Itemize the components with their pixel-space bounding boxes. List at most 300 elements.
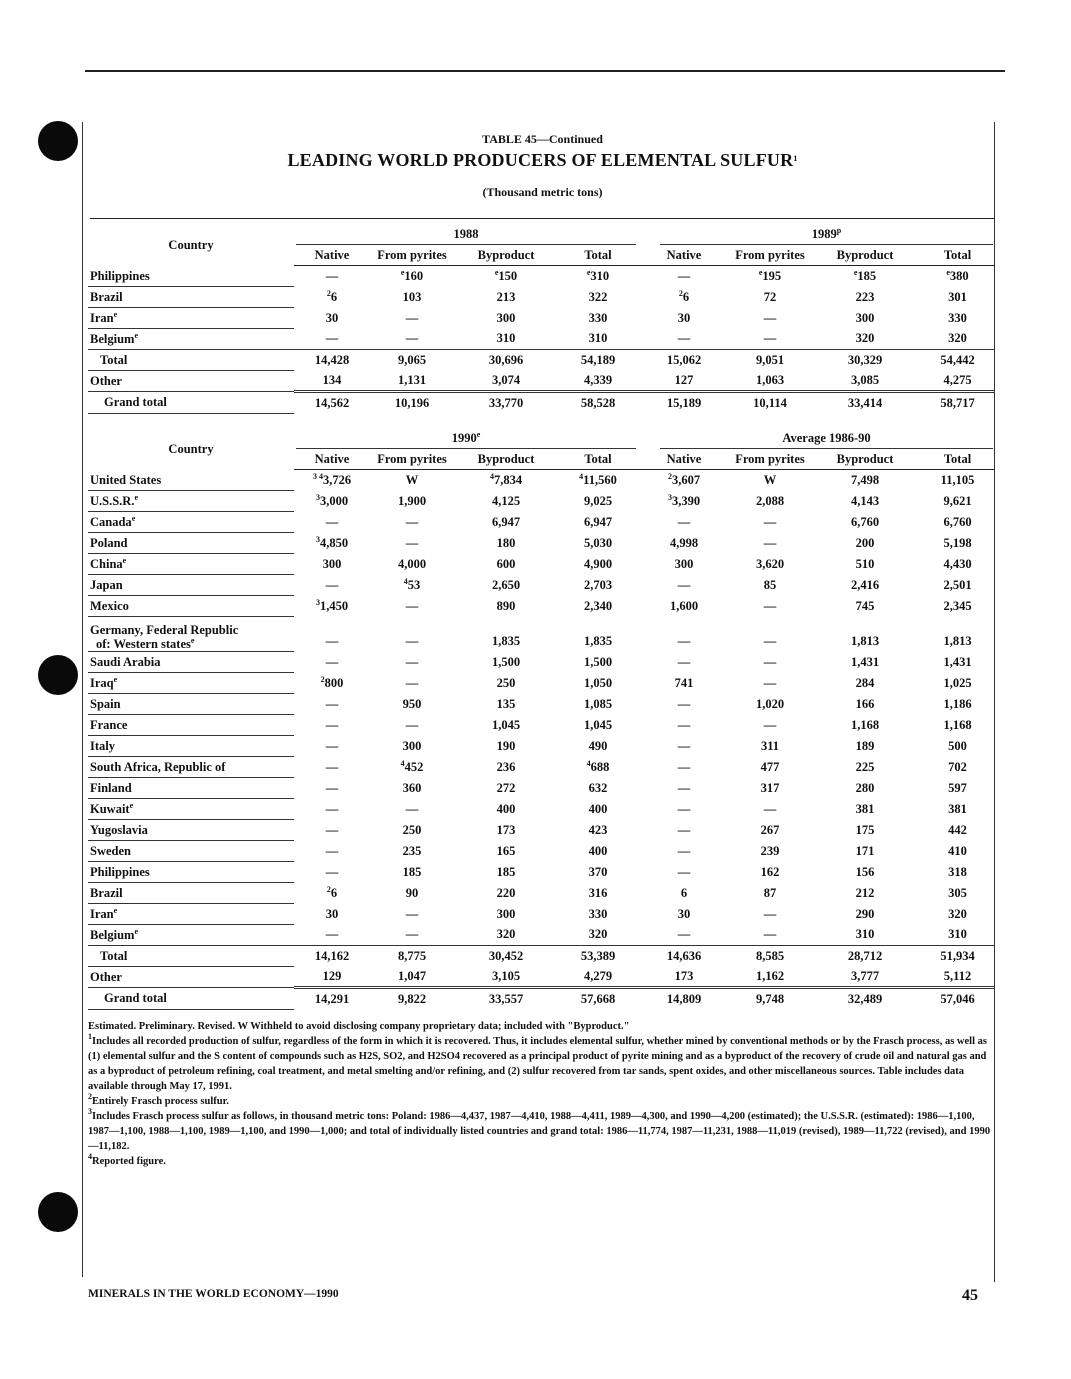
table-cell: 212 bbox=[855, 885, 875, 900]
table-cell: — bbox=[677, 927, 691, 942]
table-cell: 6,760 bbox=[943, 514, 972, 529]
table-cell: — bbox=[677, 801, 691, 816]
table-cell: — bbox=[763, 675, 777, 690]
table-cell: 173 bbox=[674, 969, 694, 983]
table-cell: 85 bbox=[763, 577, 777, 592]
table-row bbox=[88, 349, 995, 370]
table-row bbox=[88, 286, 995, 307]
table-cell: 6 bbox=[680, 885, 688, 900]
country-name: Iraq$^e$ bbox=[88, 672, 294, 693]
table-cell: 58,528 bbox=[558, 392, 638, 414]
table-cell: W bbox=[405, 473, 419, 487]
country-name: U.S.S.R.$^e$ bbox=[88, 490, 294, 511]
table-cell: 175 bbox=[855, 822, 875, 837]
table-cell: $^3$4,850 bbox=[315, 534, 349, 550]
table-cell: 162 bbox=[760, 864, 780, 879]
table-cell: $^e$310 bbox=[586, 268, 610, 283]
table-row bbox=[88, 966, 995, 988]
table-row bbox=[88, 840, 995, 861]
table-cell: — bbox=[677, 514, 691, 529]
table-cell: 30 bbox=[325, 906, 339, 921]
table-cell: 10,114 bbox=[730, 392, 810, 414]
table-cell: — bbox=[763, 654, 777, 669]
table-cell: — bbox=[325, 331, 339, 346]
table-row bbox=[88, 470, 995, 491]
country-name: Kuwait$^e$ bbox=[88, 798, 294, 819]
binder-hole-top bbox=[38, 121, 78, 161]
table-cell: $^2$6 bbox=[678, 288, 690, 304]
table-cell: 190 bbox=[496, 738, 516, 753]
table-row bbox=[88, 328, 995, 349]
country-name: Mexico bbox=[88, 595, 294, 616]
table-cell: 1,600 bbox=[669, 598, 699, 613]
column-header-total: Total bbox=[558, 449, 638, 470]
table-part-1990-average bbox=[88, 428, 995, 1010]
table-cell: 5,198 bbox=[943, 535, 972, 550]
table-cell: 510 bbox=[855, 556, 875, 571]
binder-hole-bottom bbox=[38, 1192, 78, 1232]
table-cell: 1,047 bbox=[397, 969, 427, 983]
table-cell: 310 bbox=[496, 331, 516, 346]
table-cell: 442 bbox=[948, 822, 967, 837]
table-cell: 310 bbox=[948, 927, 967, 942]
table-cell: 213 bbox=[496, 289, 516, 304]
table-title: LEADING WORLD PRODUCERS OF ELEMENTAL SULFUR$^1$ bbox=[287, 150, 798, 170]
table-cell: 10,196 bbox=[370, 392, 454, 414]
table-row bbox=[88, 307, 995, 328]
table-cell: $^4$53 bbox=[403, 576, 421, 592]
table-cell: — bbox=[325, 514, 339, 529]
country-name: Finland bbox=[88, 777, 294, 798]
table-cell: 300 bbox=[674, 556, 694, 571]
table-cell: — bbox=[677, 634, 691, 648]
table-row bbox=[88, 595, 995, 616]
table-row bbox=[88, 370, 995, 392]
table-cell: $^2$800 bbox=[320, 674, 344, 690]
table-cell: — bbox=[405, 654, 419, 669]
table-cell: 14,162 bbox=[294, 945, 370, 966]
table-cell: 1,162 bbox=[755, 969, 785, 983]
footnotes bbox=[88, 1019, 993, 1169]
table-row bbox=[88, 693, 995, 714]
country-name: Iran$^e$ bbox=[88, 903, 294, 924]
table-cell: 4,275 bbox=[943, 373, 972, 387]
table-cell: 30 bbox=[677, 310, 691, 325]
table-cell: 15,189 bbox=[638, 392, 730, 414]
table-row bbox=[88, 756, 995, 777]
table-cell: — bbox=[763, 717, 777, 732]
table-cell: — bbox=[677, 843, 691, 858]
table-cell: 267 bbox=[760, 822, 780, 837]
table-cell: — bbox=[677, 738, 691, 753]
table-cell: 310 bbox=[588, 331, 608, 346]
table-cell: 300 bbox=[855, 310, 875, 325]
table-cell: — bbox=[677, 780, 691, 795]
table-cell: 236 bbox=[496, 759, 516, 774]
country-name: Philippines bbox=[88, 266, 294, 287]
table-cell: 200 bbox=[855, 535, 875, 550]
table-cell: 745 bbox=[855, 598, 875, 613]
table-cell: 57,668 bbox=[558, 988, 638, 1010]
table-cell: $^3$1,450 bbox=[315, 597, 349, 613]
column-header-from-pyrites: From pyrites bbox=[730, 449, 810, 470]
country-name: Poland bbox=[88, 532, 294, 553]
table-cell: 305 bbox=[948, 885, 967, 900]
table-cell: 3,074 bbox=[491, 373, 521, 387]
table-cell: 1,063 bbox=[755, 373, 785, 387]
table-row bbox=[88, 714, 995, 735]
table-cell: — bbox=[325, 822, 339, 837]
table-cell: — bbox=[325, 269, 339, 283]
table-cell: 4,339 bbox=[583, 373, 613, 387]
table-cell: — bbox=[325, 759, 339, 774]
table-cell: 11,105 bbox=[940, 473, 975, 487]
table-cell: 310 bbox=[855, 927, 875, 942]
country-name: Italy bbox=[88, 735, 294, 756]
table-cell: 1,500 bbox=[491, 654, 521, 669]
table-cell: $^e$150 bbox=[494, 268, 518, 283]
table-cell: 239 bbox=[760, 843, 780, 858]
table-cell: 950 bbox=[402, 696, 422, 711]
table-cell: 2,501 bbox=[943, 577, 972, 592]
table-row bbox=[88, 945, 995, 966]
table-cell: $^e$185 bbox=[853, 268, 877, 283]
country-name: South Africa, Republic of bbox=[88, 756, 294, 777]
page-top-rule bbox=[85, 70, 1005, 72]
table-cell: 30 bbox=[677, 906, 691, 921]
table-cell: 741 bbox=[674, 675, 694, 690]
table-cell: — bbox=[763, 310, 777, 325]
table-cell: 1,431 bbox=[850, 654, 880, 669]
table-cell: — bbox=[763, 514, 777, 529]
column-header-from-pyrites: From pyrites bbox=[370, 245, 454, 266]
table-cell: 6,760 bbox=[850, 514, 880, 529]
table-cell: $^3$3,000 bbox=[315, 492, 349, 508]
country-name-line-2: of: Western states$^e$ bbox=[96, 635, 195, 651]
column-header-byproduct: Byproduct bbox=[454, 449, 558, 470]
country-name: Brazil bbox=[88, 882, 294, 903]
table-cell: 14,562 bbox=[294, 392, 370, 414]
country-name: Brazil bbox=[88, 286, 294, 307]
table-cell: — bbox=[405, 331, 419, 346]
table-cell: 1,020 bbox=[755, 696, 785, 711]
table-cell: 33,770 bbox=[454, 392, 558, 414]
table-cell: 156 bbox=[855, 864, 875, 879]
table-cell: — bbox=[763, 906, 777, 921]
table-cell: $^e$195 bbox=[758, 268, 782, 283]
table-cell: 890 bbox=[496, 598, 516, 613]
table-row bbox=[88, 988, 995, 1010]
table-cell: 1,085 bbox=[583, 696, 613, 711]
table-cell: 1,835 bbox=[583, 634, 613, 648]
country-name: Yugoslavia bbox=[88, 819, 294, 840]
table-cell: $^3$3,390 bbox=[667, 492, 701, 508]
year-header-average: Average 1986-90 bbox=[638, 428, 995, 449]
table-cell: — bbox=[405, 535, 419, 550]
table-cell: — bbox=[325, 717, 339, 732]
table-cell: — bbox=[325, 577, 339, 592]
table-cell: 4,000 bbox=[397, 556, 427, 571]
table-cell: — bbox=[325, 780, 339, 795]
country-name bbox=[88, 616, 294, 651]
publication-footer: MINERALS IN THE WORLD ECONOMY—1990 bbox=[88, 1288, 339, 1300]
table-cell: 15,062 bbox=[638, 349, 730, 370]
table-cell: 14,428 bbox=[294, 349, 370, 370]
table-cell: — bbox=[677, 759, 691, 774]
table-cell: — bbox=[677, 696, 691, 711]
country-name: Canada$^e$ bbox=[88, 511, 294, 532]
table-row bbox=[88, 490, 995, 511]
table-cell: $^4$11,560 bbox=[579, 472, 617, 487]
table-cell: — bbox=[677, 331, 691, 346]
table-row bbox=[88, 777, 995, 798]
table-row bbox=[88, 266, 995, 287]
table-cell: 250 bbox=[402, 822, 422, 837]
table-cell: 4,998 bbox=[669, 535, 699, 550]
table-cell: — bbox=[405, 801, 419, 816]
table-row bbox=[88, 882, 995, 903]
table-part-1988-1989 bbox=[88, 224, 995, 414]
table-cell: 320 bbox=[496, 927, 516, 942]
table-cell: 30,452 bbox=[454, 945, 558, 966]
table-cell: 58,717 bbox=[920, 392, 995, 414]
table-cell: — bbox=[325, 864, 339, 879]
table-cell: 300 bbox=[402, 738, 422, 753]
table-cell: — bbox=[677, 717, 691, 732]
column-header-byproduct: Byproduct bbox=[810, 449, 920, 470]
table-cell: 300 bbox=[496, 310, 516, 325]
table-cell: — bbox=[763, 927, 777, 942]
table-cell: — bbox=[763, 801, 777, 816]
table-cell: — bbox=[325, 634, 339, 648]
table-cell: 6,947 bbox=[583, 514, 613, 529]
table-cell: 702 bbox=[948, 759, 967, 774]
table-cell: 14,636 bbox=[638, 945, 730, 966]
table-cell: 103 bbox=[402, 289, 422, 304]
table-cell: 54,442 bbox=[920, 349, 995, 370]
table-cell: 322 bbox=[588, 289, 608, 304]
table-cell: $^2$3,607 bbox=[667, 472, 701, 487]
table-row bbox=[88, 392, 995, 414]
table-cell: — bbox=[405, 906, 419, 921]
table-cell: 477 bbox=[760, 759, 780, 774]
table-cell: 1,835 bbox=[491, 634, 521, 648]
country-name: Spain bbox=[88, 693, 294, 714]
table-cell: 189 bbox=[855, 738, 875, 753]
table-row bbox=[88, 903, 995, 924]
table-cell: — bbox=[405, 634, 419, 648]
column-header-byproduct: Byproduct bbox=[810, 245, 920, 266]
table-cell: 4,279 bbox=[583, 969, 613, 983]
table-cell: 9,065 bbox=[370, 349, 454, 370]
table-cell: 370 bbox=[588, 864, 608, 879]
table-cell: 30 bbox=[325, 310, 339, 325]
table-cell: — bbox=[405, 717, 419, 732]
table-cell: 2,416 bbox=[850, 577, 880, 592]
table-cell: 135 bbox=[496, 696, 516, 711]
table-cell: 2,340 bbox=[583, 598, 613, 613]
country-name: Sweden bbox=[88, 840, 294, 861]
table-cell: $^4$688 bbox=[586, 758, 610, 774]
table-row bbox=[88, 861, 995, 882]
table-cell: — bbox=[325, 654, 339, 669]
table-row bbox=[88, 924, 995, 945]
table-cell: 280 bbox=[855, 780, 875, 795]
table-cell: 1,168 bbox=[850, 717, 880, 732]
table-cell: 1,900 bbox=[397, 493, 427, 508]
table-cell: 400 bbox=[588, 801, 608, 816]
table-cell: $^2$6 bbox=[326, 884, 338, 900]
table-cell: 3,620 bbox=[755, 556, 785, 571]
table-cell: 1,025 bbox=[943, 675, 972, 690]
table-cell: 320 bbox=[948, 331, 967, 346]
table-cell: 134 bbox=[322, 373, 342, 387]
table-cell: 87 bbox=[763, 885, 777, 900]
table-cell: 330 bbox=[588, 310, 608, 325]
table-cell: 300 bbox=[322, 556, 342, 571]
table-cell: 410 bbox=[948, 843, 967, 858]
table-top-rule bbox=[90, 218, 995, 219]
table-row bbox=[88, 672, 995, 693]
table-cell: 165 bbox=[496, 843, 516, 858]
country-header: Country bbox=[168, 441, 214, 456]
country-name-line-1: Germany, Federal Republic bbox=[90, 622, 239, 637]
table-cell: 223 bbox=[855, 289, 875, 304]
country-name: Philippines bbox=[88, 861, 294, 882]
table-cell: 51,934 bbox=[920, 945, 995, 966]
table-cell: 2,345 bbox=[943, 598, 972, 613]
table-cell: 166 bbox=[855, 696, 875, 711]
table-cell: 171 bbox=[855, 843, 875, 858]
year-header-1988: 1988 bbox=[294, 224, 638, 245]
country-name: Grand total bbox=[88, 392, 294, 414]
table-cell: 318 bbox=[948, 864, 967, 879]
table-cell: 400 bbox=[496, 801, 516, 816]
table-cell: 317 bbox=[760, 780, 780, 795]
table-cell: $^e$380 bbox=[946, 268, 969, 283]
table-cell: 4,125 bbox=[491, 493, 521, 508]
left-margin-line bbox=[82, 122, 83, 1277]
table-cell: — bbox=[405, 310, 419, 325]
table-cell: 1,186 bbox=[943, 696, 972, 711]
table-cell: 220 bbox=[496, 885, 516, 900]
table-cell: 9,025 bbox=[583, 493, 613, 508]
table-cell: 14,291 bbox=[294, 988, 370, 1010]
table-row bbox=[88, 735, 995, 756]
table-cell: 9,822 bbox=[370, 988, 454, 1010]
table-cell: 173 bbox=[496, 822, 516, 837]
table-cell: 14,809 bbox=[638, 988, 730, 1010]
country-name: Belgium$^e$ bbox=[88, 328, 294, 349]
table-cell: 180 bbox=[496, 535, 516, 550]
table-cell: 4,143 bbox=[850, 493, 880, 508]
table-units: (Thousand metric tons) bbox=[482, 185, 603, 199]
year-header-1989: 1989$^p$ bbox=[638, 224, 995, 245]
table-cell: 9,621 bbox=[943, 493, 972, 508]
table-cell: 423 bbox=[588, 822, 608, 837]
country-name: Total bbox=[88, 945, 294, 966]
table-row bbox=[88, 798, 995, 819]
table-row bbox=[88, 819, 995, 840]
column-header-from-pyrites: From pyrites bbox=[370, 449, 454, 470]
table-cell: 90 bbox=[405, 885, 419, 900]
table-cell: $^4$452 bbox=[400, 758, 424, 774]
table-cell: 127 bbox=[674, 373, 694, 387]
table-cell: — bbox=[677, 654, 691, 669]
table-cell: 1,500 bbox=[583, 654, 613, 669]
country-name: Total bbox=[88, 349, 294, 370]
table-cell: 33,557 bbox=[454, 988, 558, 1010]
table-cell: 330 bbox=[588, 906, 608, 921]
table-cell: 300 bbox=[496, 906, 516, 921]
table-cell: 8,775 bbox=[370, 945, 454, 966]
table-cell: $^e$160 bbox=[400, 268, 424, 283]
table-cell: 1,813 bbox=[850, 634, 880, 648]
table-cell: 2,088 bbox=[755, 493, 785, 508]
year-header-1990: 1990e bbox=[294, 428, 638, 449]
table-cell: — bbox=[405, 514, 419, 529]
table-cell: 1,131 bbox=[397, 373, 427, 387]
table-cell: 3,777 bbox=[850, 969, 880, 983]
table-cell: 225 bbox=[855, 759, 875, 774]
table-cell: 632 bbox=[588, 780, 608, 795]
table-label: TABLE 45—Continued bbox=[482, 132, 603, 146]
table-cell: — bbox=[677, 822, 691, 837]
column-header-total: Total bbox=[920, 449, 995, 470]
table-cell: 235 bbox=[402, 843, 422, 858]
country-name: United States bbox=[88, 470, 294, 491]
table-row bbox=[88, 511, 995, 532]
table-cell: 381 bbox=[855, 801, 875, 816]
country-name: Japan bbox=[88, 574, 294, 595]
table-row bbox=[88, 651, 995, 672]
table-cell: — bbox=[763, 535, 777, 550]
table-cell: 272 bbox=[496, 780, 516, 795]
table-cell: 400 bbox=[588, 843, 608, 858]
table-cell: 500 bbox=[948, 738, 967, 753]
table-row bbox=[88, 616, 995, 651]
table-row bbox=[88, 574, 995, 595]
table-cell: 1,045 bbox=[491, 717, 521, 732]
table-cell: 4,430 bbox=[943, 556, 972, 571]
column-header-native: Native bbox=[294, 449, 370, 470]
page-number: 45 bbox=[962, 1287, 978, 1304]
footnote-3: $^3$Includes Frasch process sulfur as follows, in thousand metric tons: Poland: 1986—4,437, 1987—4,410, 1988—4,411, 1989—4,300, and 1990—4,200 (estimated); the U.S.S.R. (estimated): 1986—1,100, 1987—1,100, 1988—1,100, 1989—1,100, and 1990—1,000; and total of individually listed countries and grand total: 1986—11,774, 1987—11,231, 1988—11,019 (revised), 1989—11,722 (revised), and 1990—11,182. bbox=[88, 1107, 991, 1152]
table-cell: 1,045 bbox=[583, 717, 613, 732]
country-name: France bbox=[88, 714, 294, 735]
table-cell: 6,947 bbox=[491, 514, 521, 529]
table-cell: 30,696 bbox=[454, 349, 558, 370]
country-name: Other bbox=[88, 370, 294, 392]
table-cell: 290 bbox=[855, 906, 875, 921]
country-name: Saudi Arabia bbox=[88, 651, 294, 672]
table-row bbox=[88, 532, 995, 553]
table-row bbox=[88, 553, 995, 574]
country-name: Grand total bbox=[88, 988, 294, 1010]
table-cell: 320 bbox=[948, 906, 967, 921]
country-name: Belgium$^e$ bbox=[88, 924, 294, 945]
table-cell: 330 bbox=[948, 310, 967, 325]
table-cell: 284 bbox=[855, 675, 875, 690]
table-cell: 8,585 bbox=[730, 945, 810, 966]
table-cell: 3,085 bbox=[850, 373, 880, 387]
table-cell: 5,030 bbox=[583, 535, 613, 550]
table-cell: 32,489 bbox=[810, 988, 920, 1010]
table-cell: 53,389 bbox=[558, 945, 638, 966]
table-cell: — bbox=[763, 331, 777, 346]
table-cell: — bbox=[405, 927, 419, 942]
table-cell: 360 bbox=[402, 780, 422, 795]
